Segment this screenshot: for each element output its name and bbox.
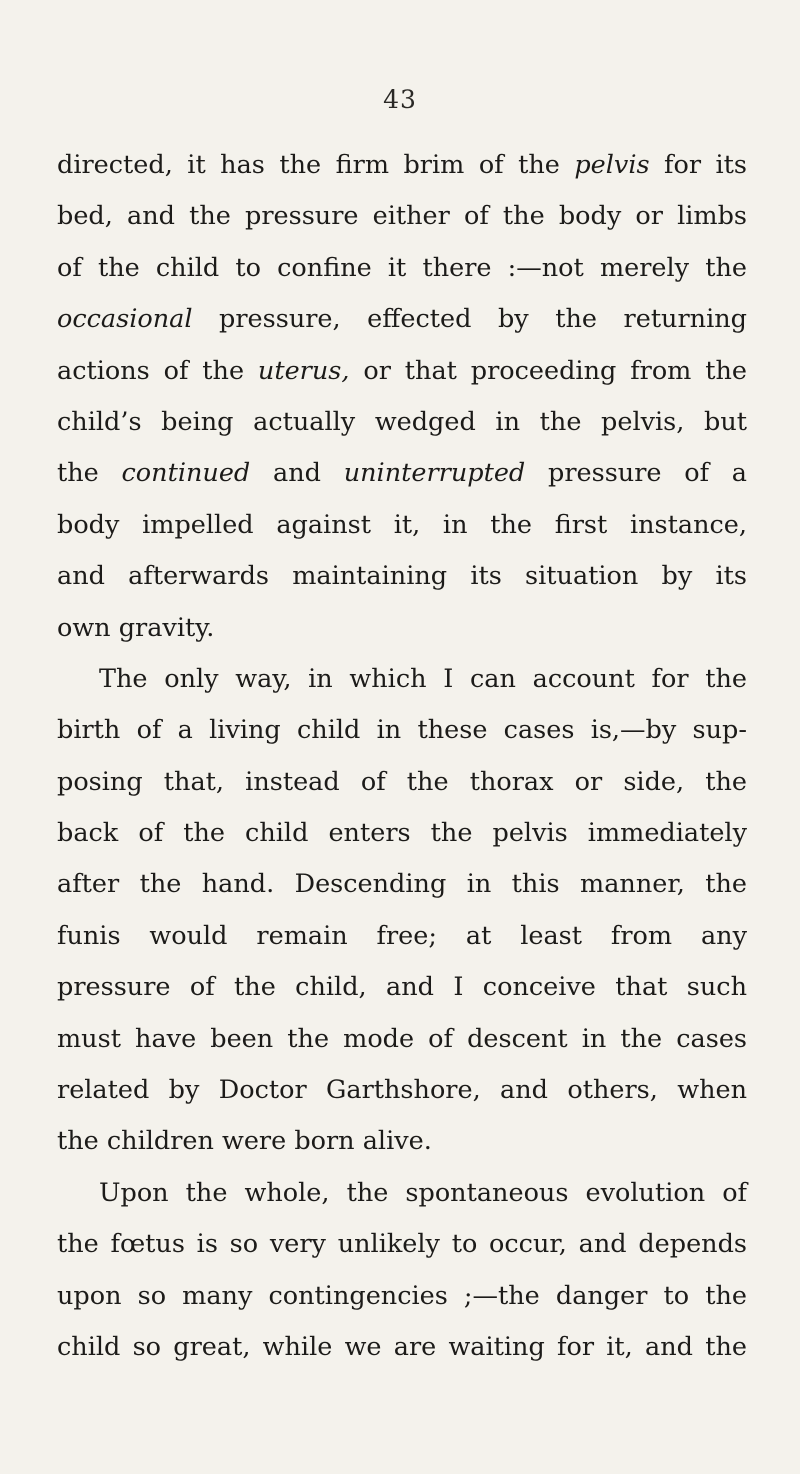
text-run: body impelled against it, in the first instance, <box>57 509 747 540</box>
text-line <box>57 294 747 345</box>
italic-text-run: pelvis <box>574 150 650 180</box>
text-line <box>57 1014 747 1065</box>
text-run: after the hand. Descending in this manner, the <box>57 869 747 900</box>
text-run: pressure of the child, and I conceive that such <box>57 972 747 1003</box>
text-line <box>57 140 747 191</box>
text-line <box>57 448 747 499</box>
text-line <box>57 1116 747 1167</box>
text-line <box>57 191 747 242</box>
text-line <box>57 859 747 910</box>
text-line <box>57 654 747 705</box>
text-run: child’s being actually wedged in the pelvis, but <box>57 406 747 437</box>
text-line <box>57 962 747 1013</box>
text-run: own gravity. <box>57 612 215 643</box>
text-line <box>57 757 747 808</box>
text-line <box>57 551 747 602</box>
body-text <box>57 140 747 1373</box>
text-line <box>57 243 747 294</box>
text-line <box>57 603 747 654</box>
text-run: bed, and the pressure either of the body or limbs <box>57 201 747 232</box>
text-run: back of the child enters the pelvis immediately <box>57 818 747 849</box>
page-number: 43 <box>383 85 417 114</box>
text-run: upon so many contingencies ;—the danger to the <box>57 1280 747 1311</box>
text-line <box>57 1168 747 1219</box>
text-run: of the child to confine it there :—not merely the <box>57 252 747 283</box>
text-run: directed, it has the firm brim of the <box>57 150 575 180</box>
italic-text-run: occasional <box>57 304 193 335</box>
italic-text-run: uninterrupted <box>343 458 526 489</box>
text-line <box>57 808 747 859</box>
text-line <box>57 397 747 448</box>
text-run: posing that, instead of the thorax or side, the <box>57 766 747 797</box>
italic-text-run: uterus, <box>257 355 350 386</box>
text-run: birth of a living child in these cases is,—by sup- <box>57 715 747 746</box>
text-line <box>57 1065 747 1116</box>
text-line <box>57 705 747 756</box>
text-run: related by Doctor Garthshore, and others, when <box>57 1075 747 1106</box>
text-run: The only way, in which I can account for the <box>99 663 747 694</box>
text-run: the <box>57 458 122 489</box>
text-run: the fœtus is so very unlikely to occur, and depends <box>57 1229 747 1260</box>
text-run: actions of the <box>57 355 258 386</box>
text-run: Upon the whole, the spontaneous evolution of <box>99 1177 747 1208</box>
text-run: or that proceeding from the <box>349 355 747 386</box>
text-run: for its <box>649 150 747 180</box>
text-run: and afterwards maintaining its situation by its <box>57 561 747 592</box>
text-run: must have been the mode of descent in the cases <box>57 1023 747 1054</box>
text-run: the children were born alive. <box>57 1126 432 1157</box>
text-run: child so great, while we are waiting for it, and the <box>57 1331 747 1362</box>
text-line <box>57 911 747 962</box>
text-run: and <box>250 458 344 489</box>
text-line <box>57 1219 747 1270</box>
text-line <box>57 346 747 397</box>
text-run: funis would remain free; at least from any <box>57 920 747 951</box>
italic-text-run: continued <box>121 458 251 489</box>
text-line <box>57 1271 747 1322</box>
text-line <box>57 1322 747 1373</box>
text-run: pressure, effected by the returning <box>192 304 747 335</box>
text-line <box>57 500 747 551</box>
text-run: pressure of a <box>525 458 747 489</box>
